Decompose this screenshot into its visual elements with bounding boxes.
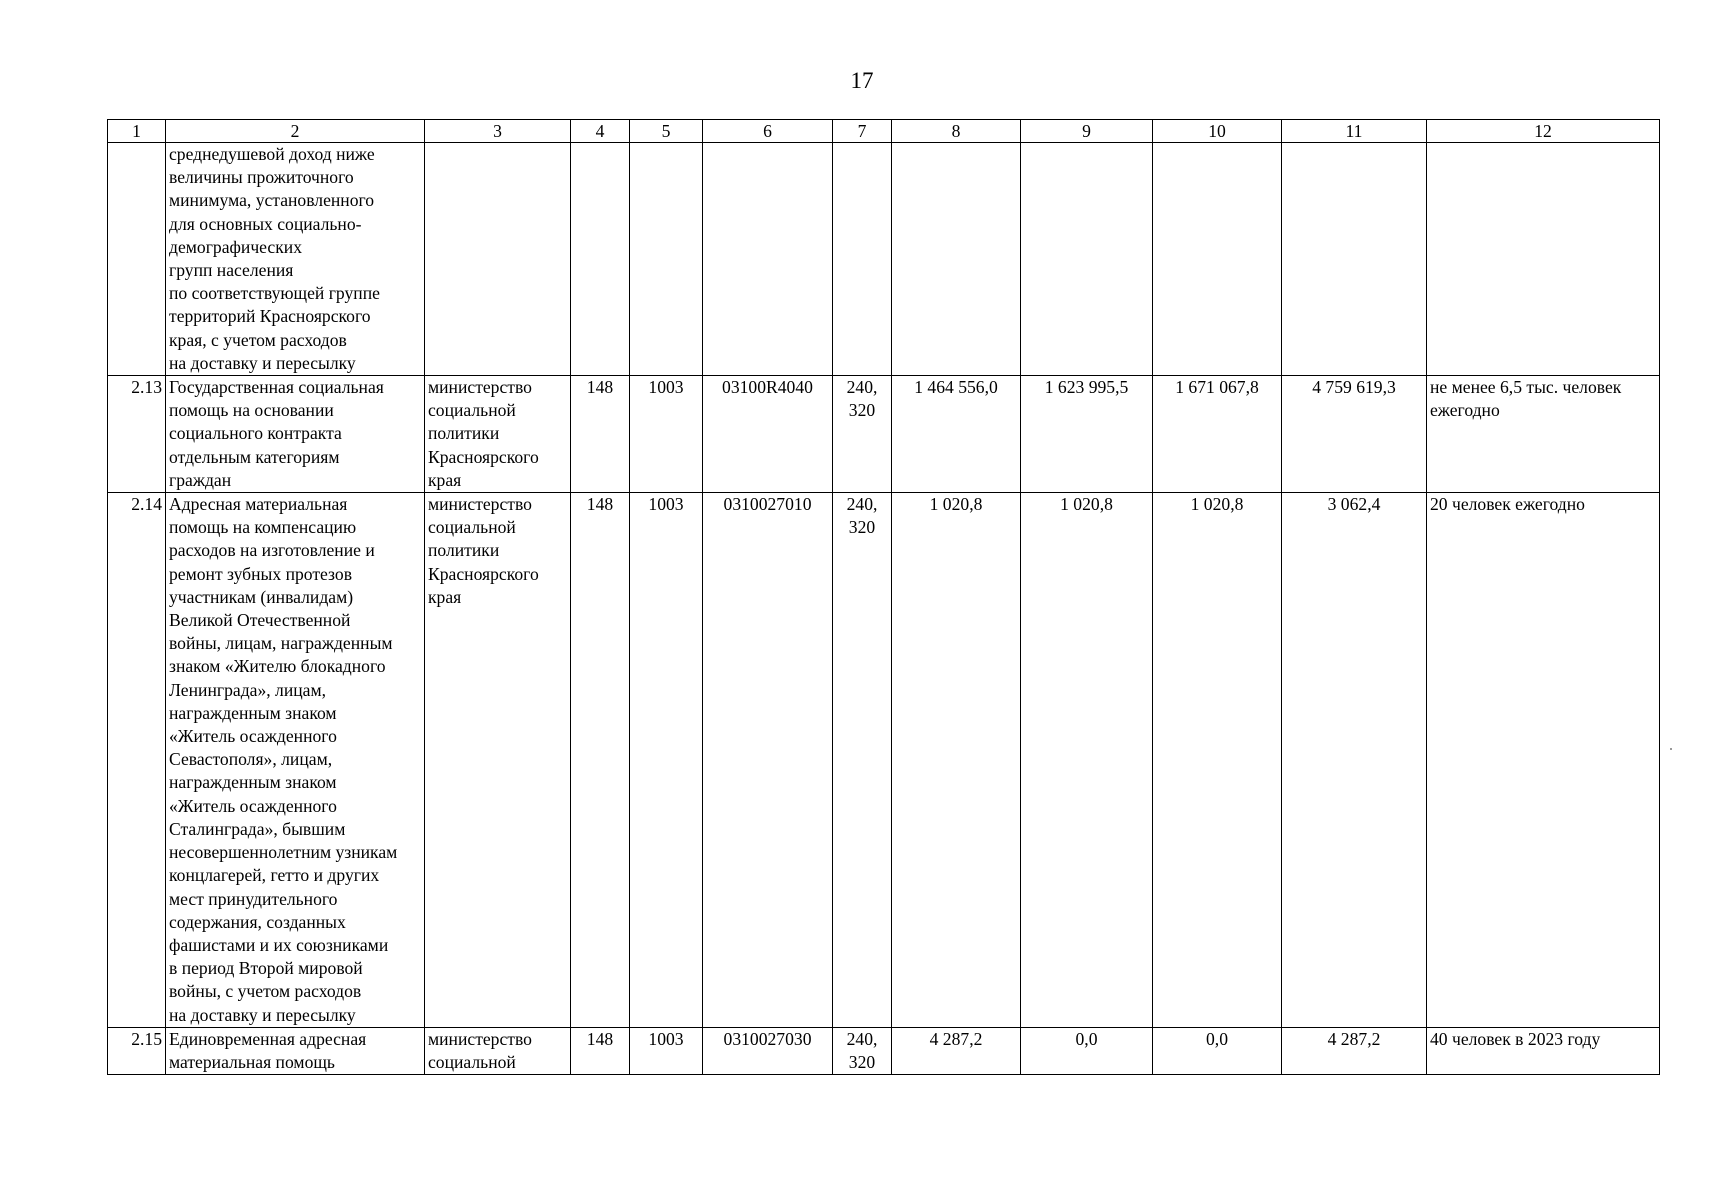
year1-cell: 1 020,8 <box>892 493 1021 1028</box>
grbs-cell: 148 <box>571 1027 630 1074</box>
target-article-cell: 03100R4040 <box>703 376 833 493</box>
year1-cell <box>892 143 1021 376</box>
table-row <box>108 376 1660 493</box>
column-header: 5 <box>630 120 703 143</box>
year3-cell: 0,0 <box>1153 1027 1282 1074</box>
expected-result-cell: 40 человек в 2023 году <box>1427 1027 1660 1074</box>
table-row <box>108 493 1660 1028</box>
executor-cell: министерство социальной <box>425 1027 571 1074</box>
grbs-cell: 148 <box>571 376 630 493</box>
year2-cell: 1 623 995,5 <box>1021 376 1153 493</box>
page-number: 17 <box>850 68 874 93</box>
column-header: 6 <box>703 120 833 143</box>
row-number-cell: 2.15 <box>108 1027 166 1074</box>
grbs-cell: 148 <box>571 493 630 1028</box>
expected-result-cell <box>1427 143 1660 376</box>
scan-mark <box>1670 748 1672 750</box>
total-cell: 4 759 619,3 <box>1282 376 1427 493</box>
measure-name-cell: Адресная материальная помощь на компенсацию расходов на изготовление и ремонт зубных протезов участникам (инвалидам) Великой Отечественной войны, лицам, награжденным знаком «Жителю блокадного Ленинграда», лицам, награжденным знаком «Житель осажденного Севастополя», лицам, награжденным знаком «Житель осажденного Сталинграда», бывшим несовершеннолетним узникам концлагерей, гетто и других мест принудительного содержания, созданных фашистами и их союзниками в период Второй мировой войны, с учетом расходов на доставку и пересылку <box>166 493 425 1028</box>
column-header: 12 <box>1427 120 1660 143</box>
column-header: 7 <box>833 120 892 143</box>
table-row <box>108 1027 1660 1074</box>
grbs-cell <box>571 143 630 376</box>
year2-cell: 1 020,8 <box>1021 493 1153 1028</box>
section-cell <box>630 143 703 376</box>
year1-cell: 4 287,2 <box>892 1027 1021 1074</box>
total-cell: 3 062,4 <box>1282 493 1427 1028</box>
program-table <box>107 119 1660 1075</box>
section-cell: 1003 <box>630 1027 703 1074</box>
target-article-cell: 0310027010 <box>703 493 833 1028</box>
total-cell <box>1282 143 1427 376</box>
column-header: 2 <box>166 120 425 143</box>
year1-cell: 1 464 556,0 <box>892 376 1021 493</box>
target-article-cell <box>703 143 833 376</box>
expense-type-cell: 240, 320 <box>833 493 892 1028</box>
measure-name-cell: Единовременная адресная материальная помощь <box>166 1027 425 1074</box>
executor-cell: министерство социальной политики Красноярского края <box>425 376 571 493</box>
table-row <box>108 143 1660 376</box>
expense-type-cell: 240, 320 <box>833 1027 892 1074</box>
expense-type-cell: 240, 320 <box>833 376 892 493</box>
year2-cell: 0,0 <box>1021 1027 1153 1074</box>
year3-cell: 1 020,8 <box>1153 493 1282 1028</box>
column-header: 4 <box>571 120 630 143</box>
executor-cell: министерство социальной политики Красноярского края <box>425 493 571 1028</box>
year3-cell: 1 671 067,8 <box>1153 376 1282 493</box>
year2-cell <box>1021 143 1153 376</box>
expense-type-cell <box>833 143 892 376</box>
expected-result-cell: не менее 6,5 тыс. человек ежегодно <box>1427 376 1660 493</box>
year3-cell <box>1153 143 1282 376</box>
column-header: 1 <box>108 120 166 143</box>
column-header: 9 <box>1021 120 1153 143</box>
target-article-cell: 0310027030 <box>703 1027 833 1074</box>
column-header: 3 <box>425 120 571 143</box>
row-number-cell: 2.14 <box>108 493 166 1028</box>
total-cell: 4 287,2 <box>1282 1027 1427 1074</box>
measure-name-cell: Государственная социальная помощь на основании социального контракта отдельным категориям граждан <box>166 376 425 493</box>
executor-cell <box>425 143 571 376</box>
expected-result-cell: 20 человек ежегодно <box>1427 493 1660 1028</box>
column-header: 8 <box>892 120 1021 143</box>
row-number-cell <box>108 143 166 376</box>
column-header: 11 <box>1282 120 1427 143</box>
column-header: 10 <box>1153 120 1282 143</box>
measure-name-cell: среднедушевой доход ниже величины прожиточного минимума, установленного для основных социально- демографических групп населения по соответствующей группе территорий Красноярского края, с учетом расходов на доставку и пересылку <box>166 143 425 376</box>
section-cell: 1003 <box>630 493 703 1028</box>
row-number-cell: 2.13 <box>108 376 166 493</box>
header-row <box>108 120 1660 143</box>
section-cell: 1003 <box>630 376 703 493</box>
